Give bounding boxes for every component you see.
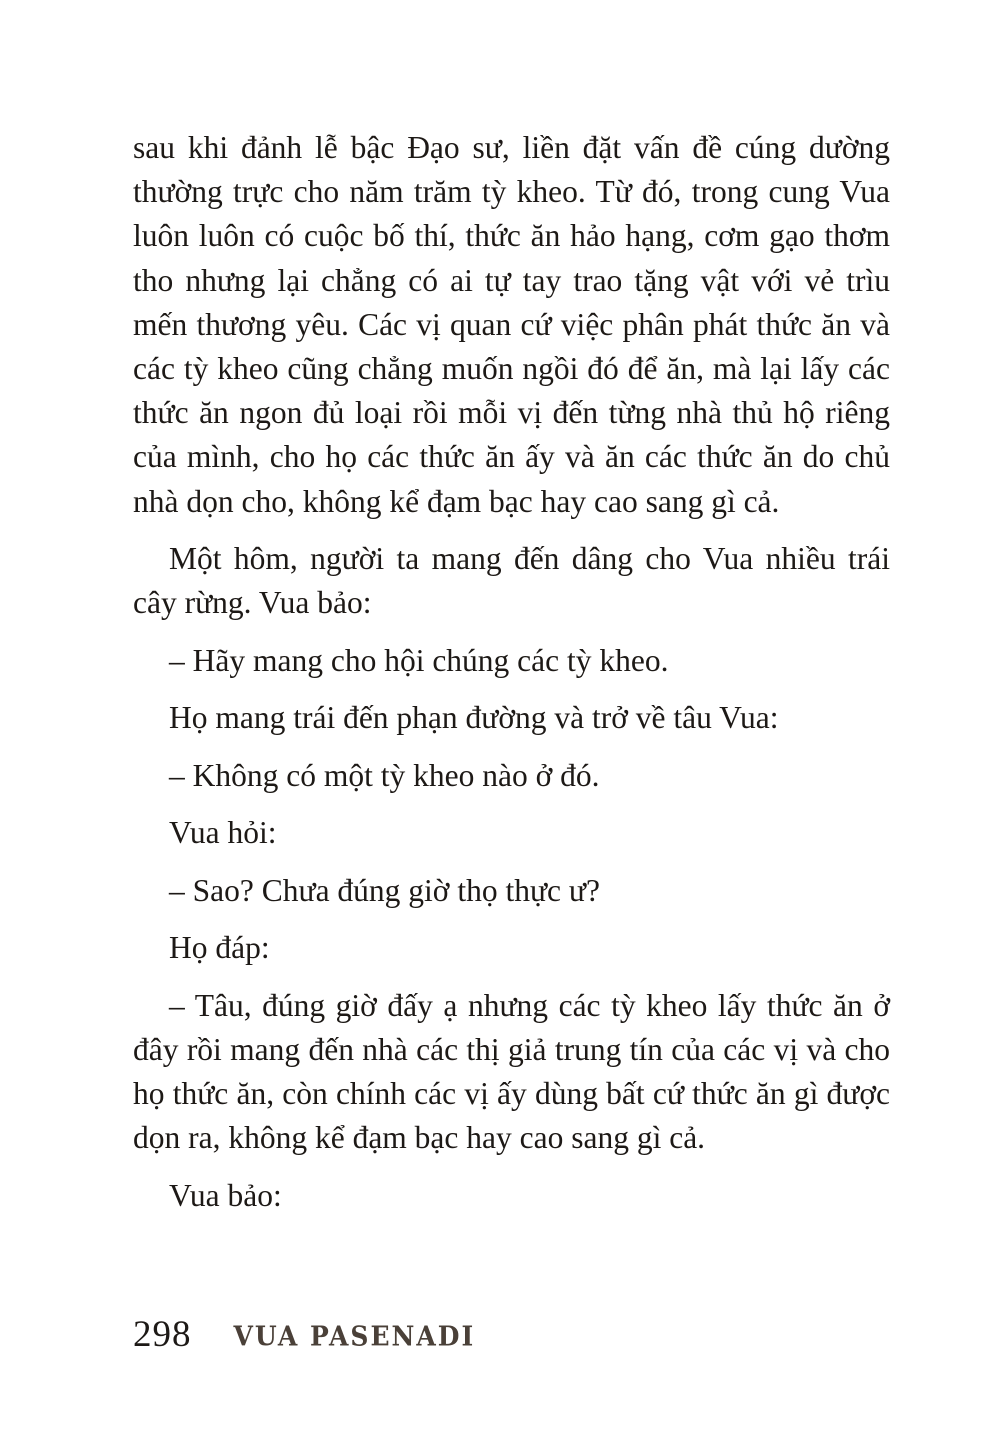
paragraph-4: Họ mang trái đến phạn đường và trở về tâu Vua: bbox=[169, 700, 779, 736]
page-number: 298 bbox=[133, 1314, 192, 1355]
paragraph-9-dialogue: – Tâu, đúng giờ đấy ạ nhưng các tỳ kheo lấy thức ăn ở đây rồi mang đến nhà các thị giả trung tín của các vị và cho họ thức ăn, còn chính các vị ấy dùng bất cứ thức ăn gì được dọn ra, không kể đạm bạc hay cao sang gì cả. bbox=[133, 987, 890, 1156]
page-footer bbox=[133, 1313, 890, 1356]
paragraph-1: sau khi đảnh lễ bậc Đạo sư, liền đặt vấn đề cúng dường thường trực cho năm trăm tỳ kheo. Từ đó, trong cung Vua luôn luôn có cuộc bố thí, thức ăn hảo hạng, cơm gạo thơm tho nhưng lại chẳng có ai tự tay trao tặng vật với vẻ trìu mến thương yêu. Các vị quan cứ việc phân phát thức ăn và các tỳ kheo cũng chẳng muốn ngồi đó để ăn, mà lại lấy các thức ăn ngon đủ loại rồi mỗi vị đến từng nhà thủ hộ riêng của mình, cho họ các thức ăn ấy và ăn các thức ăn do chủ nhà dọn cho, không kể đạm bạc hay cao sang gì cả. bbox=[133, 130, 890, 519]
paragraph-8: Họ đáp: bbox=[169, 930, 270, 966]
paragraph-6: Vua hỏi: bbox=[169, 815, 277, 851]
paragraph-7-dialogue: – Sao? Chưa đúng giờ thọ thực ư? bbox=[169, 872, 600, 908]
paragraph-3-dialogue: – Hãy mang cho hội chúng các tỳ kheo. bbox=[169, 642, 669, 678]
page-body bbox=[133, 126, 890, 1231]
paragraph-2: Một hôm, người ta mang đến dâng cho Vua nhiều trái cây rừng. Vua bảo: bbox=[133, 541, 890, 621]
running-title: VUA PASENADI bbox=[233, 1320, 476, 1352]
paragraph-5-dialogue: – Không có một tỳ kheo nào ở đó. bbox=[169, 757, 600, 793]
paragraph-10: Vua bảo: bbox=[169, 1177, 282, 1213]
